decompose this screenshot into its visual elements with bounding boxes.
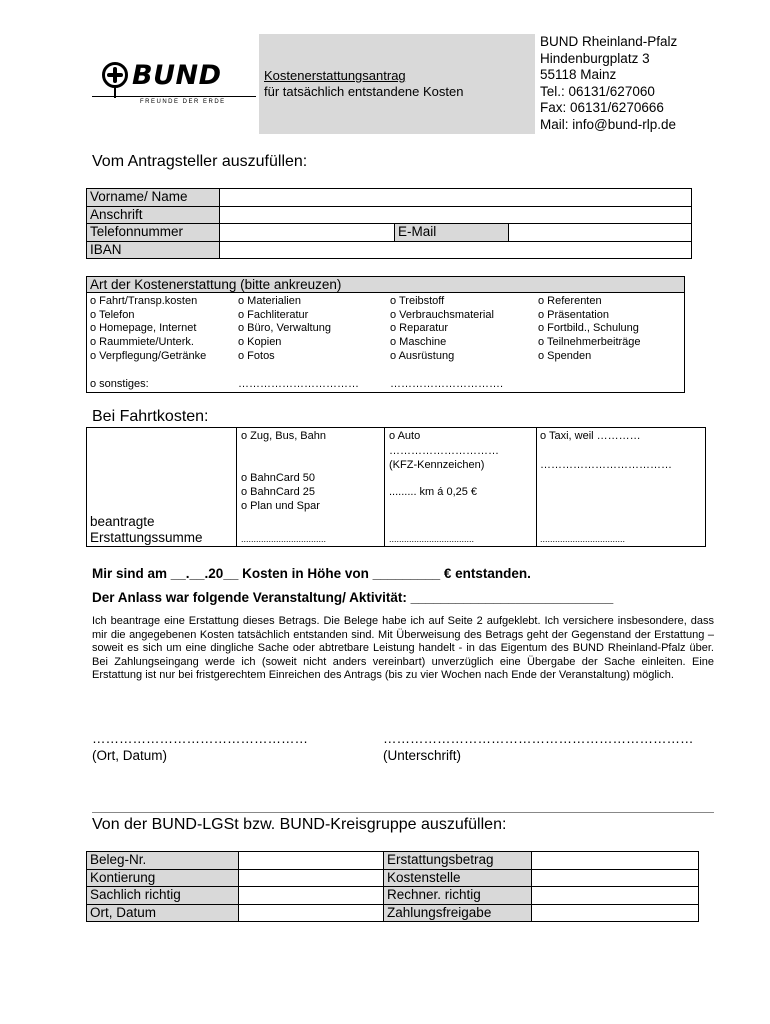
declaration-paragraph: Ich beantrage eine Erstattung dieses Betrags. Die Belege habe ich auf Seite 2 aufgeklebt. Ich versichere insbesondere, dass mir die angegebenen Kosten tatsächlich entstanden sind. Mit Überweisung des Betrags geht der Gegenstand der Erstattung – soweit es sich um eine dingliche Sache oder abtretbare Leistung handelt - in das Eigentum des BUND Rheinland-Pfalz über. Bei Zahlungseingang werde ich (soweit nicht anders vereinbart) unverzüglich eine Übergabe der Sache einleiten. Eine Erstattung ist nur bei fristgerechtem Einreichen des Antrags (bis zu vier Wochen nach Ende der Veranstaltung) möglich. bbox=[92, 615, 714, 682]
office-label: Kontierung bbox=[87, 869, 239, 887]
checkbox-option[interactable]: o Büro, Verwaltung bbox=[238, 322, 331, 335]
office-label: Beleg-Nr. bbox=[87, 852, 239, 870]
event-statement: Der Anlass war folgende Veranstaltung/ Aktivität: ___________________________ bbox=[92, 590, 614, 605]
checkbox-option[interactable]: o Fotos bbox=[238, 349, 275, 362]
bund-logo-icon bbox=[102, 62, 128, 88]
cost-type-column-3 bbox=[390, 295, 494, 364]
taxi-reason-field[interactable]: ……………………………… bbox=[540, 459, 672, 471]
other-option[interactable]: o sonstiges: bbox=[90, 378, 149, 390]
checkbox-option[interactable]: o Verpflegung/Getränke bbox=[90, 349, 207, 362]
office-field[interactable] bbox=[532, 869, 699, 887]
form-subtitle: für tatsächlich entstandene Kosten bbox=[264, 84, 464, 99]
address-line: Fax: 06131/6270666 bbox=[540, 100, 664, 115]
checkbox-option[interactable]: o Verbrauchsmaterial bbox=[390, 308, 494, 321]
place-date-field[interactable]: ………………………………………… bbox=[92, 731, 308, 746]
address-line: 55118 Mainz bbox=[540, 67, 617, 82]
sum-label bbox=[90, 514, 203, 546]
cost-type-column-1 bbox=[90, 295, 206, 364]
sum-field-2[interactable]: .................................. bbox=[389, 534, 475, 544]
divider bbox=[236, 428, 237, 546]
cost-type-column-2 bbox=[238, 295, 331, 364]
address-label: Anschrift bbox=[87, 206, 220, 224]
address-line: Tel.: 06131/627060 bbox=[540, 83, 655, 99]
sum-field-3[interactable]: .................................. bbox=[540, 534, 626, 544]
cost-type-box bbox=[86, 276, 685, 393]
office-label: Kostenstelle bbox=[384, 869, 532, 887]
signature-field[interactable]: …………………………………………………………… bbox=[383, 731, 694, 746]
travel-heading: Bei Fahrtkosten: bbox=[92, 408, 209, 425]
checkbox-option[interactable]: o Reparatur bbox=[390, 322, 449, 335]
office-label: Sachlich richtig bbox=[87, 887, 239, 905]
office-label: Erstattungsbetrag bbox=[384, 852, 532, 870]
other-field-1[interactable]: …………………………… bbox=[238, 378, 359, 390]
address-line: Mail: info@bund-rlp.de bbox=[540, 116, 677, 132]
place-date-label: (Ort, Datum) bbox=[92, 748, 168, 763]
checkbox-option[interactable]: o Fahrt/Transp.kosten bbox=[90, 295, 198, 307]
office-field[interactable] bbox=[239, 852, 384, 870]
office-field[interactable] bbox=[532, 887, 699, 905]
office-heading: Von der BUND-LGSt bzw. BUND-Kreisgruppe auszufüllen: bbox=[92, 816, 507, 833]
sum-label-line: Erstattungssumme bbox=[90, 530, 203, 545]
form-title: Kostenerstattungsantrag bbox=[264, 68, 406, 83]
email-field[interactable] bbox=[509, 224, 692, 242]
logo-text: BUND bbox=[132, 60, 222, 91]
checkbox-option[interactable]: o Kopien bbox=[238, 336, 282, 349]
address-field[interactable] bbox=[220, 206, 692, 224]
checkbox-option[interactable]: o Ausrüstung bbox=[390, 349, 455, 362]
checkbox-option[interactable]: o Präsentation bbox=[538, 308, 609, 321]
form-title-box bbox=[259, 34, 535, 134]
divider bbox=[384, 428, 385, 546]
checkbox-option[interactable]: o Telefon bbox=[90, 308, 135, 321]
office-label: Zahlungsfreigabe bbox=[384, 904, 532, 922]
logo-subtitle: FREUNDE DER ERDE bbox=[140, 99, 226, 105]
divider-line bbox=[92, 812, 714, 813]
cost-type-column-4 bbox=[538, 295, 641, 364]
auto-option[interactable]: o Auto bbox=[389, 430, 421, 442]
office-field[interactable] bbox=[239, 869, 384, 887]
applicant-table bbox=[86, 188, 692, 259]
signature-block bbox=[383, 730, 694, 764]
zug-option[interactable]: o Zug, Bus, Bahn bbox=[241, 430, 326, 442]
travel-box bbox=[86, 427, 706, 547]
iban-label: IBAN bbox=[87, 241, 220, 259]
divider bbox=[536, 428, 537, 546]
office-field[interactable] bbox=[532, 904, 699, 922]
taxi-option[interactable]: o Taxi, weil ………… bbox=[540, 430, 641, 442]
email-label: E-Mail bbox=[395, 224, 509, 242]
name-field[interactable] bbox=[220, 189, 692, 207]
checkbox-option[interactable]: o Homepage, Internet bbox=[90, 322, 197, 335]
checkbox-option[interactable]: o Fachliteratur bbox=[238, 308, 309, 321]
plan-und-spar-option[interactable]: o Plan und Spar bbox=[241, 500, 320, 512]
name-label: Vorname/ Name bbox=[87, 189, 220, 207]
address-block bbox=[540, 34, 677, 133]
place-date-block bbox=[92, 730, 308, 764]
office-field[interactable] bbox=[239, 887, 384, 905]
checkbox-option[interactable]: o Raummiete/Unterk. bbox=[90, 336, 194, 349]
office-table bbox=[86, 851, 699, 922]
checkbox-option[interactable]: o Treibstoff bbox=[390, 295, 445, 307]
address-line: Hindenburgplatz 3 bbox=[540, 50, 650, 66]
applicant-heading: Vom Antragsteller auszufüllen: bbox=[92, 153, 308, 170]
bund-logo bbox=[92, 58, 256, 114]
km-field[interactable]: ......... km á 0,25 € bbox=[389, 486, 478, 498]
signature-label: (Unterschrift) bbox=[383, 748, 462, 763]
checkbox-option[interactable]: o Spenden bbox=[538, 349, 592, 362]
other-field-2[interactable]: …………………………. bbox=[390, 378, 504, 390]
address-line: BUND Rheinland-Pfalz bbox=[540, 34, 678, 49]
checkbox-option[interactable]: o Teilnehmerbeiträge bbox=[538, 336, 641, 349]
office-label: Ort, Datum bbox=[87, 904, 239, 922]
office-field[interactable] bbox=[239, 904, 384, 922]
kfz-field[interactable]: ………………………… bbox=[389, 445, 499, 457]
sum-label-line: beantragte bbox=[90, 514, 155, 529]
bahncard25-option[interactable]: o BahnCard 25 bbox=[241, 486, 315, 498]
costs-statement: Mir sind am __.__.20__ Kosten in Höhe von _________ € entstanden. bbox=[92, 566, 531, 581]
bahncard50-option[interactable]: o BahnCard 50 bbox=[241, 472, 315, 484]
sum-field-1[interactable]: .................................. bbox=[241, 534, 327, 544]
phone-label: Telefonnummer bbox=[87, 224, 220, 242]
checkbox-option[interactable]: o Referenten bbox=[538, 295, 602, 307]
logo-underline bbox=[92, 96, 256, 97]
office-label: Rechner. richtig bbox=[384, 887, 532, 905]
phone-field[interactable] bbox=[220, 224, 395, 242]
checkbox-option[interactable]: o Materialien bbox=[238, 295, 301, 307]
iban-field[interactable] bbox=[220, 241, 692, 259]
kfz-label: (KFZ-Kennzeichen) bbox=[389, 459, 485, 471]
checkbox-option[interactable]: o Fortbild., Schulung bbox=[538, 322, 639, 335]
office-field[interactable] bbox=[532, 852, 699, 870]
cost-type-heading: Art der Kostenerstattung (bitte ankreuzen) bbox=[87, 277, 684, 293]
checkbox-option[interactable]: o Maschine bbox=[390, 336, 447, 349]
